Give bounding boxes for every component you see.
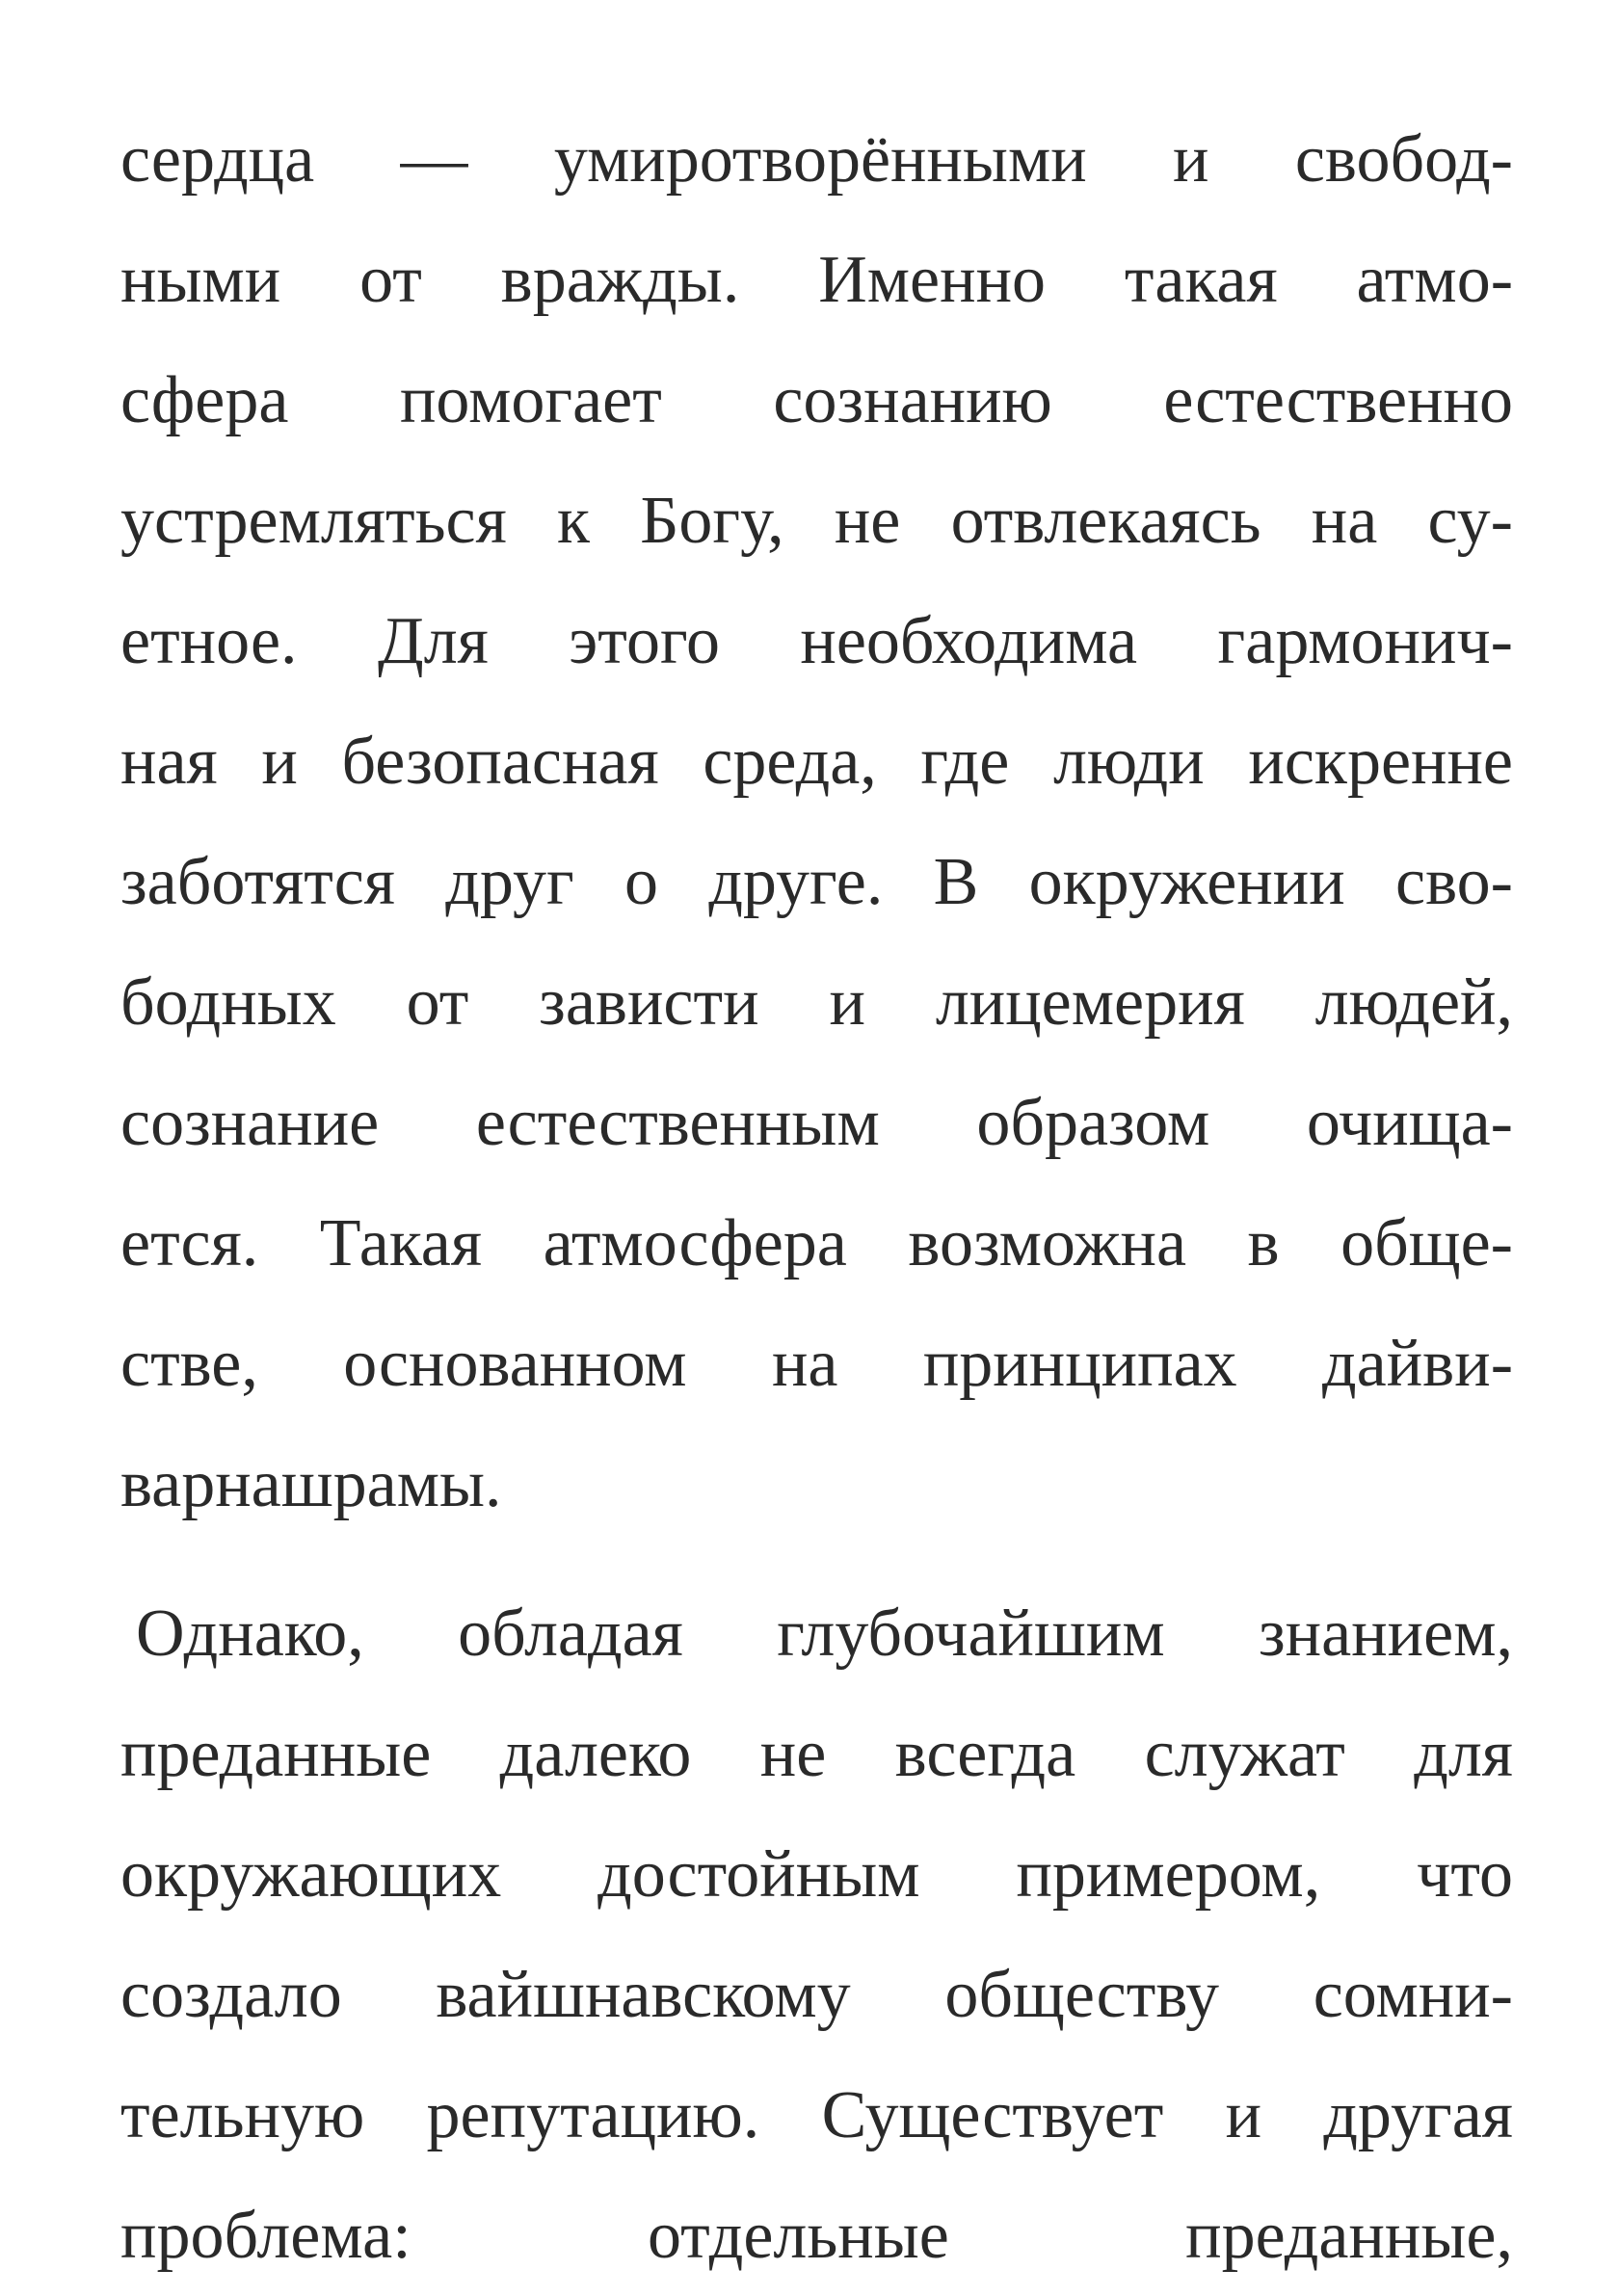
text-line: создало вайшнавскому обществу сомни- [120, 1958, 1513, 2032]
text-line: сфера помогает сознанию естественно [120, 363, 1513, 437]
paragraph-1 [120, 99, 1513, 1544]
text-line: тельную репутацию. Существует и другая [120, 2078, 1513, 2152]
text-line: стве, основанном на принципах дайви- [120, 1327, 1513, 1401]
text-line: сознание естественным образом очища- [120, 1086, 1513, 1160]
text-line: заботятся друг о друге. В окружении сво- [120, 845, 1513, 919]
text-line: етное. Для этого необходима гармонич- [120, 604, 1513, 678]
paragraph-2 [120, 1573, 1513, 2296]
text-line: окружающих достойным примером, что [120, 1837, 1513, 1912]
text-line: варнашрамы. [120, 1447, 502, 1521]
text-line: бодных от зависти и лицемерия людей, [120, 965, 1513, 1040]
text-line: устремляться к Богу, не отвлекаясь на су- [120, 484, 1513, 558]
text-line: ными от вражды. Именно такая атмо- [120, 243, 1513, 317]
text-line: ная и безопасная среда, где люди искренне [120, 725, 1513, 799]
text-line: Однако, обладая глубочайшим знанием, [136, 1597, 1513, 1671]
text-line: сердца — умиротворёнными и свобод- [120, 122, 1513, 197]
page-body [120, 99, 1513, 2296]
text-line: ется. Такая атмосфера возможна в обще- [120, 1206, 1513, 1280]
text-line: проблема: отдельные преданные, [120, 2199, 1513, 2273]
text-line: преданные далеко не всегда служат для [120, 1717, 1513, 1791]
